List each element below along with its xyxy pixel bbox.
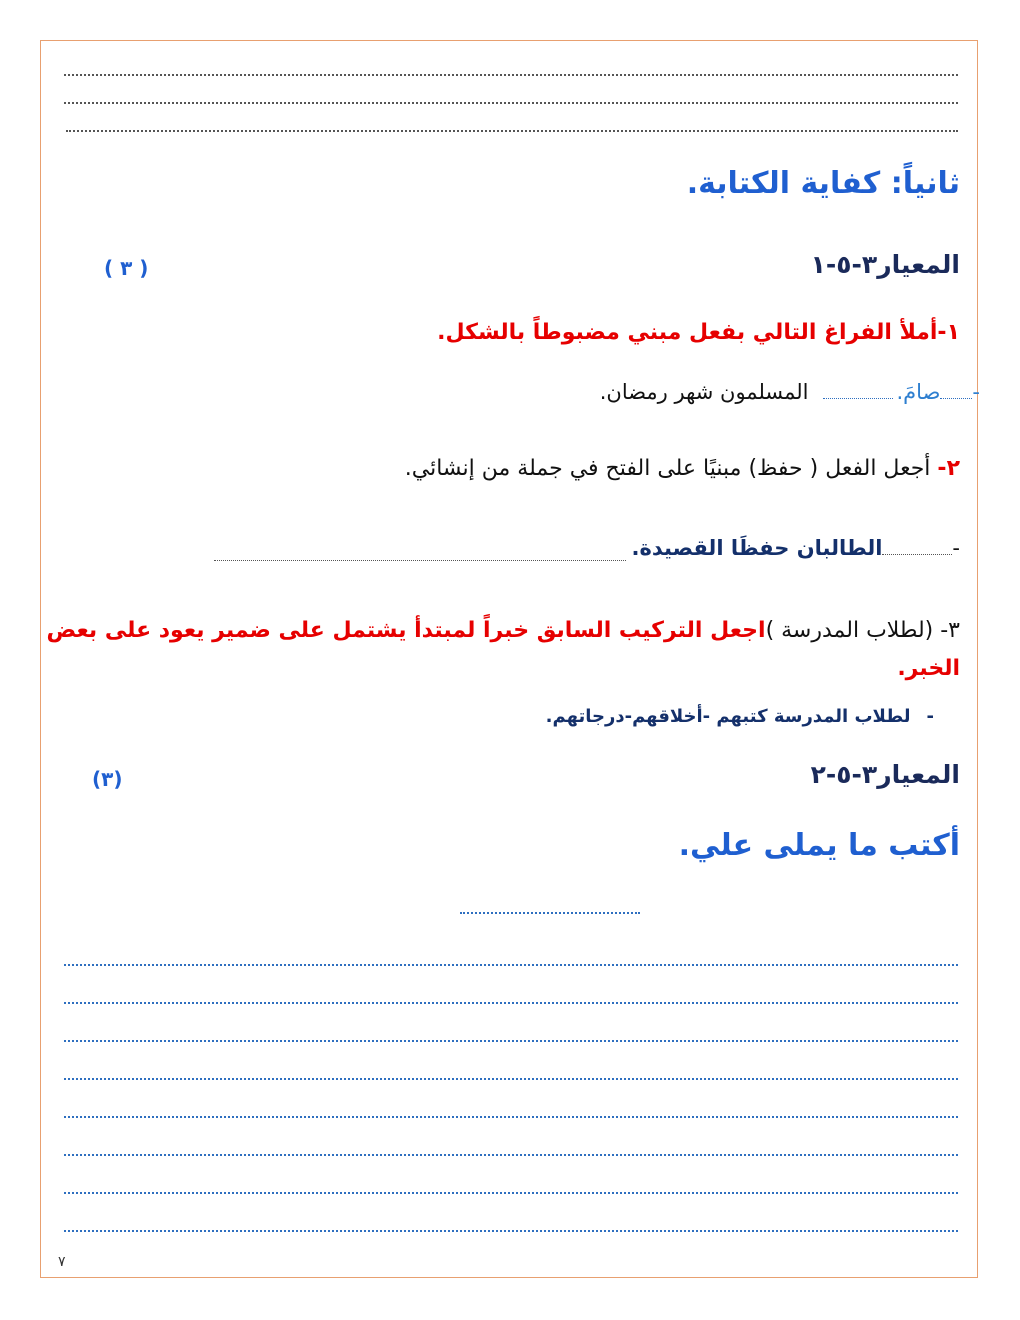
title-line bbox=[460, 912, 640, 914]
question-1-instruction: ١-أملأ الفراغ التالي بفعل مبني مضبوطاً بالشكل. bbox=[437, 320, 960, 345]
writing-line bbox=[64, 1116, 958, 1118]
dotted-gap bbox=[882, 554, 952, 555]
bullet: - bbox=[926, 706, 934, 727]
writing-line bbox=[64, 1154, 958, 1156]
dotted-gap bbox=[940, 398, 972, 399]
question-3-answer bbox=[546, 706, 934, 727]
question-number: ٢- bbox=[937, 456, 960, 481]
answer-word: صامَ. bbox=[896, 380, 941, 404]
writing-line bbox=[64, 1040, 958, 1042]
answer-text: لطلاب المدرسة كتبهم -أخلاقهم-درجاتهم. bbox=[545, 706, 911, 727]
answer-line bbox=[64, 102, 958, 104]
section-title: ثانياً: كفاية الكتابة. bbox=[686, 166, 960, 201]
standard-label: المعيار٣-٥-٢ bbox=[810, 760, 960, 789]
answer-text: الطالبان حفظَا القصيدة. bbox=[631, 536, 883, 560]
question-2-instruction bbox=[405, 456, 960, 481]
question-1-answer bbox=[600, 380, 980, 404]
writing-line bbox=[64, 1002, 958, 1004]
dotted-gap bbox=[823, 398, 893, 399]
sentence-rest: المسلمون شهر رمضان. bbox=[599, 380, 809, 404]
answer-dash: - bbox=[952, 536, 960, 560]
answer-line bbox=[66, 130, 958, 132]
page-border bbox=[40, 40, 978, 1278]
standard-score: ( ٣ ) bbox=[104, 256, 149, 280]
question-prefix: ٣- (لطلاب المدرسة ) bbox=[765, 618, 960, 643]
page-number: ٧ bbox=[58, 1254, 66, 1270]
answer-line bbox=[214, 560, 626, 561]
standard-score: (٣) bbox=[92, 767, 123, 791]
question-text: أجعل الفعل ( حفظ) مبنيًا على الفتح في جملة من إنشائي. bbox=[404, 456, 931, 481]
standard-label: المعيار٣-٥-١ bbox=[810, 250, 960, 279]
writing-prompt: أكتب ما يملى علي. bbox=[678, 828, 960, 863]
writing-line bbox=[64, 964, 958, 966]
question-text: اجعل التركيب السابق خبراً لمبتدأ يشتمل على ضمير يعود على بعض bbox=[46, 618, 766, 643]
answer-line bbox=[64, 74, 958, 76]
question-3-instruction bbox=[46, 618, 960, 643]
writing-line bbox=[64, 1192, 958, 1194]
question-3-instruction-cont: الخبر. bbox=[897, 656, 960, 681]
question-2-answer bbox=[632, 536, 960, 560]
writing-line bbox=[64, 1078, 958, 1080]
writing-line bbox=[64, 1230, 958, 1232]
answer-dash: - bbox=[972, 380, 980, 404]
